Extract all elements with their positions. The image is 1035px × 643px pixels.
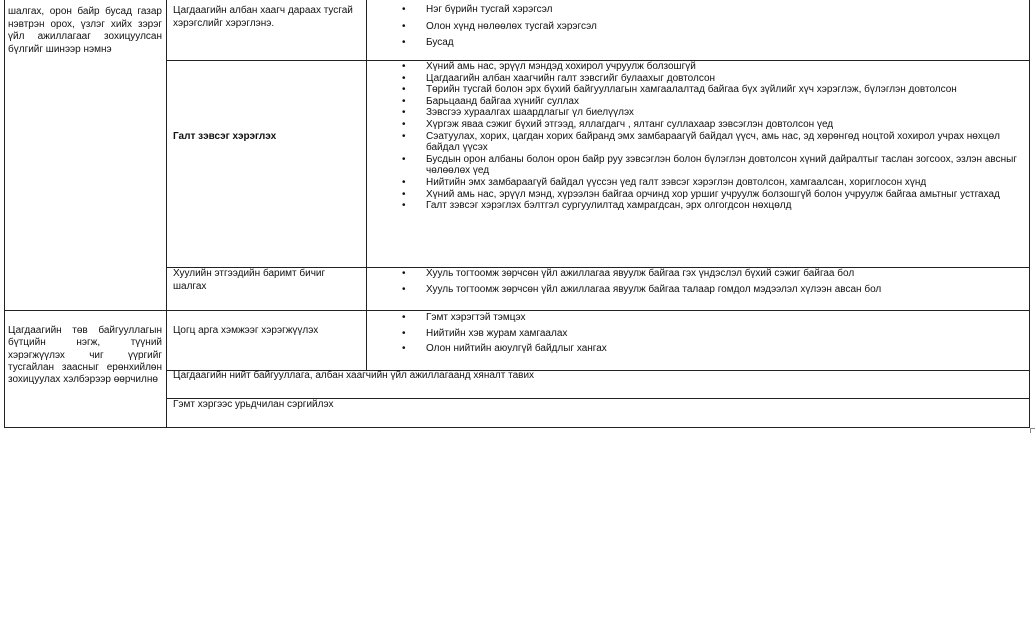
list-item: • Нэг бүрийн тусгай хэрэгсэл <box>396 4 1026 16</box>
table-divider-col2 <box>366 0 367 370</box>
row2-list <box>396 61 1026 212</box>
row-divider-3 <box>4 310 1030 311</box>
list-item: • Нийтийн эмх замбараагүй байдал үүссэн үед галт зэвсэг хэрэглэн довтолсон, хамгаалсан, хориглосон хүнд <box>396 177 1026 189</box>
col1-bottom-text: Цагдаагийн төв байгууллагын бүтцийн нэгж, түүний хэрэгжүүлэх чиг үүргийг тусгайлан заасныг ерөнхийлөн зохицуулах хэлбэрээр өөрчилнө <box>8 325 162 386</box>
list-item: • Олон нийтийн аюулгүй байдлыг хангах <box>396 343 1026 355</box>
row4-list <box>396 312 1026 355</box>
table-border-left <box>4 0 5 428</box>
table-border-right <box>1029 0 1030 428</box>
row4-label: Цогц арга хэмжээг хэрэгжүүлэх <box>173 325 319 336</box>
list-item: • Хүний амь нас, эрүүл мэнд, хүрээлэн байгаа орчинд хор уршиг учруулж болзошгүй болон учруулж байгаа амьтныг устгахад <box>396 189 1026 201</box>
list-item: • Зэвсгээ хураалгах шаардлагыг үл биелүүлэх <box>396 107 1026 119</box>
list-item: • Олон хүнд нөлөөлөх тусгай хэрэгсэл <box>396 21 1026 33</box>
page-corner-mark <box>1030 428 1035 433</box>
table-border-bottom <box>4 427 1030 428</box>
list-item: • Хууль тогтоомж зөрчсөн үйл ажиллагаа явуулж байгаа талаар гомдол мэдээлэл хүлээн авсан бол <box>396 284 1026 296</box>
list-item: • Нийтийн хэв журам хамгаалах <box>396 328 1026 340</box>
wide-row-2: Гэмт хэргээс урьдчилан сэргийлэх <box>173 399 334 410</box>
list-item: • Гэмт хэрэгтэй тэмцэх <box>396 312 1026 324</box>
row1-list <box>396 4 1026 49</box>
list-item: • Цагдаагийн албан хаагчийн галт зэвсгийг булаахыг довтолсон <box>396 73 1026 85</box>
table-divider-col1 <box>166 0 167 428</box>
row2-label: Галт зэвсэг хэрэглэх <box>173 131 277 142</box>
row3-label: Хуулийн этгээдийн баримт бичиг шалгах <box>173 268 326 292</box>
list-item: • Сэатуулах, хорих, цагдан хорих байранд эмх замбараагүй байдал үүсч, амь нас, эд хөрөнгөд ноцтой хохирол учрах нөхцөл байдал үүсэх <box>396 131 1026 154</box>
row1-label: Цагдаагийн албан хаагч дараах тусгай хэрэгслийг хэрэглэнэ. <box>173 5 353 29</box>
row3-list <box>396 268 1026 295</box>
list-item: • Барьцаанд байгаа хүнийг суллах <box>396 96 1026 108</box>
wide-row-1: Цагдаагийн нийт байгууллага, албан хаагчийн үйл ажиллагаанд хяналт тавих <box>173 370 535 381</box>
list-item: • Хүргэж яваа сэжиг бүхий этгээд, яллагдагч , ялтанг суллахаар зэвсэглэн довтолсон үед <box>396 119 1026 131</box>
col1-top-text: шалгах, орон байр бусад газар нэвтрэн орох, үзлэг хийх зэрэг үйл ажиллагааг зохицуулсан бүлгийг шинээр нэмнэ <box>8 6 162 55</box>
list-item: • Төрийн тусгай болон эрх бүхий байгууллагын хамгаалалтад байгаа бүх зүйлийг хүч хэрэглэж, бүлэглэн довтолсон <box>396 84 1026 96</box>
list-item: • Хууль тогтоомж зөрчсөн үйл ажиллагаа явуулж байгаа гэх үндэслэл бүхий сэжиг байгаа бол <box>396 268 1026 280</box>
list-item: • Бусад <box>396 37 1026 49</box>
list-item: • Галт зэвсэг хэрэглэх бэлтгэл сургуулилтад хамрагдсан, эрх олгогдсон нөхцөлд <box>396 200 1026 212</box>
list-item: • Хүний амь нас, эрүүл мэндэд хохирол учруулж болзошгүй <box>396 61 1026 73</box>
list-item: • Бусдын орон албаны болон орон байр руу зэвсэглэн болон бүлэглэн довтолсон хүний дайралтыг таслан зогсоох, эзлэн авсныг чөлөөлөх үед <box>396 154 1026 177</box>
